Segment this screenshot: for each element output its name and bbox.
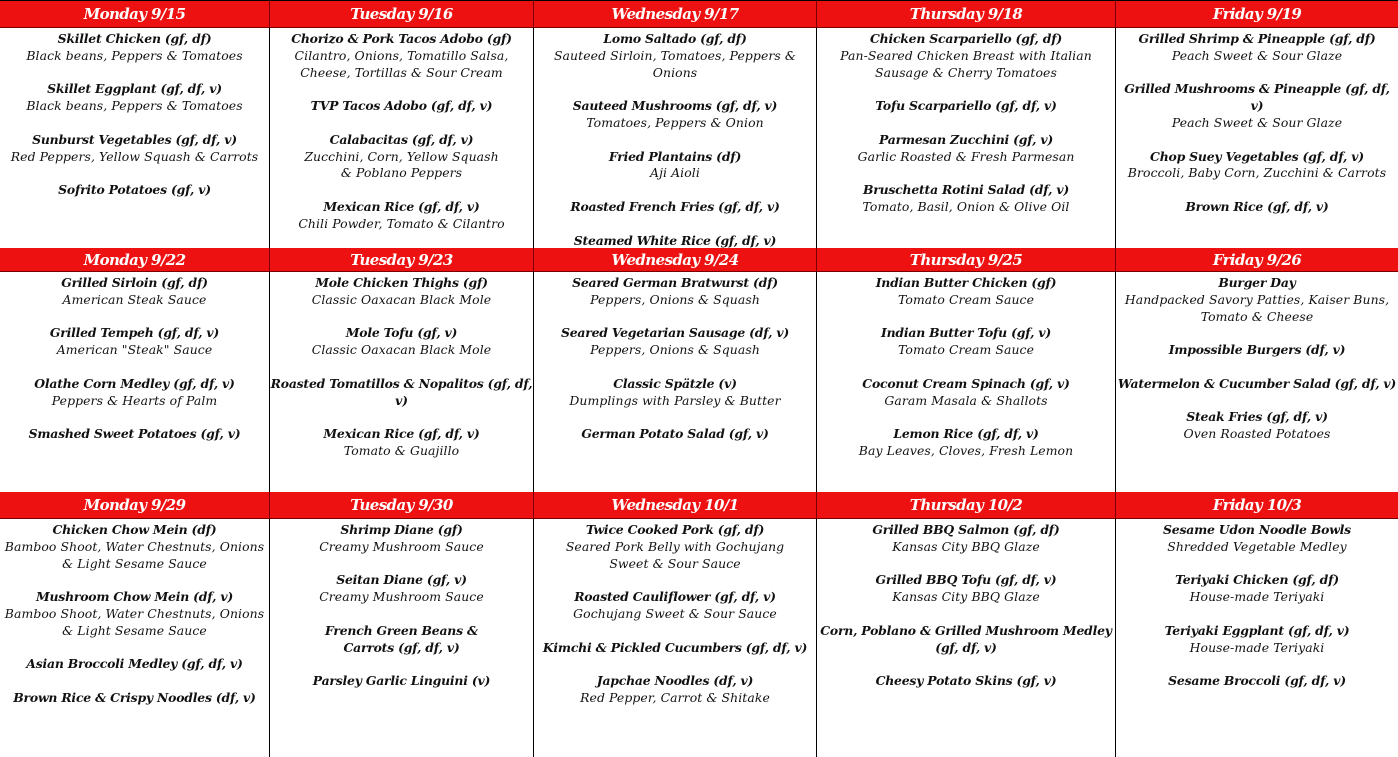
day-header-tuesday-9-23: Tuesday 9/23 [270, 248, 534, 272]
menu-item-name: Indian Butter Tofu (gf, v) [881, 325, 1051, 341]
menu-item-name: Watermelon & Cucumber Salad (gf, df, v) [1117, 375, 1397, 391]
menu-item [0, 81, 269, 115]
day-header-friday-9-26: Friday 9/26 [1116, 248, 1398, 272]
day-menu-cell [534, 519, 817, 757]
menu-item [534, 199, 816, 216]
menu-item-name: Grilled BBQ Tofu (gf, df, v) [875, 572, 1057, 588]
menu-item-name: Grilled Tempeh (gf, df, v) [49, 325, 220, 341]
menu-item [270, 376, 533, 410]
menu-item [270, 132, 533, 182]
menu-item [534, 426, 816, 443]
menu-item-name: Sesame Udon Noodle Bowls [1163, 522, 1351, 537]
menu-item-description: Tomato & Guajillo [343, 442, 460, 458]
menu-item-name: Calabacitas (gf, df, v) [329, 131, 474, 147]
menu-item-description: Broccoli, Baby Corn, Zucchini & Carrots [1127, 165, 1387, 181]
menu-item [1116, 376, 1398, 393]
menu-item [817, 376, 1115, 410]
menu-item [1116, 275, 1398, 325]
menu-item [817, 182, 1115, 216]
day-menu-cell [1116, 519, 1398, 757]
menu-item-name: Grilled Shrimp & Pineapple (gf, df) [1138, 31, 1376, 46]
menu-item-name: Brown Rice (gf, df, v) [1185, 198, 1329, 214]
menu-item-description: Classic Oaxacan Black Mole [311, 342, 492, 358]
menu-item-description: Bamboo Shoot, Water Chestnuts, Onions & Light Sesame Sauce [4, 538, 265, 571]
menu-item [534, 325, 816, 359]
day-header-wednesday-10-1: Wednesday 10/1 [534, 492, 817, 519]
menu-item-name: French Green Beans & Carrots (gf, df, v) [325, 622, 478, 655]
menu-item-name: Smashed Sweet Potatoes (gf, v) [28, 426, 241, 442]
menu-item-name: Steamed White Rice (gf, df, v) [573, 232, 777, 248]
menu-item [0, 31, 269, 65]
menu-item-description: American "Steak" Sauce [56, 342, 213, 358]
menu-item-name: Burger Day [1218, 275, 1296, 290]
menu-item-name: Grilled BBQ Salmon (gf, df) [872, 522, 1060, 537]
menu-item-description: Peppers & Hearts of Palm [51, 392, 218, 408]
menu-item [270, 199, 533, 233]
menu-item [1116, 342, 1398, 359]
menu-item-name: Coconut Cream Spinach (gf, v) [862, 375, 1070, 391]
menu-item [270, 426, 533, 460]
menu-item-name: Lemon Rice (gf, df, v) [893, 426, 1039, 442]
day-header-thursday-9-25: Thursday 9/25 [817, 248, 1116, 272]
menu-item-name: Sauteed Mushrooms (gf, df, v) [572, 98, 778, 114]
menu-item [534, 98, 816, 132]
menu-item-name: Mole Chicken Thighs (gf) [315, 275, 488, 290]
menu-item-name: Parmesan Zucchini (gf, v) [878, 131, 1054, 147]
menu-item [1116, 31, 1398, 65]
menu-item-description: Red Pepper, Carrot & Shitake [580, 689, 770, 705]
menu-item [0, 182, 269, 199]
menu-item [534, 640, 816, 657]
day-header-monday-9-22: Monday 9/22 [0, 248, 270, 272]
menu-item [0, 376, 269, 410]
menu-item-name: Cheesy Potato Skins (gf, v) [875, 673, 1057, 689]
menu-item-description: Oven Roasted Potatoes [1183, 426, 1331, 442]
menu-item-name: Sofrito Potatoes (gf, v) [58, 182, 211, 198]
menu-item-name: Chop Suey Vegetables (gf, df, v) [1150, 148, 1364, 164]
menu-item-name: Skillet Eggplant (gf, df, v) [47, 81, 222, 97]
menu-item-description: Classic Oaxacan Black Mole [311, 291, 492, 307]
menu-item-name: German Potato Salad (gf, v) [581, 426, 769, 442]
menu-item [1116, 149, 1398, 183]
menu-item-name: Brown Rice & Crispy Noodles (df, v) [13, 689, 256, 705]
day-header-friday-9-19: Friday 9/19 [1116, 1, 1398, 28]
day-header-monday-9-15: Monday 9/15 [0, 1, 270, 28]
menu-item-description: Tomato Cream Sauce [897, 342, 1034, 358]
menu-item-description: Pan-Seared Chicken Breast with Italian Sausage & Cherry Tomatoes [840, 47, 1092, 80]
menu-item [0, 275, 269, 309]
menu-item [817, 572, 1115, 606]
menu-item [270, 522, 533, 556]
menu-item-name: Olathe Corn Medley (gf, df, v) [34, 375, 235, 391]
menu-item-description: Chili Powder, Tomato & Cilantro [298, 215, 505, 231]
menu-item-description: Aji Aioli [650, 165, 700, 181]
menu-item [1116, 409, 1398, 443]
menu-item-description: Sauteed Sirloin, Tomatoes, Peppers & Onions [553, 47, 797, 80]
menu-item [534, 376, 816, 410]
menu-item [270, 325, 533, 359]
menu-item [0, 325, 269, 359]
menu-item [270, 572, 533, 606]
menu-item-description: House-made Teriyaki [1189, 589, 1325, 605]
menu-item-description: Handpacked Savory Patties, Kaiser Buns, Tomato & Cheese [1124, 291, 1390, 324]
menu-item [534, 673, 816, 707]
day-menu-cell [0, 272, 270, 492]
menu-item [1116, 572, 1398, 606]
menu-item [817, 325, 1115, 359]
menu-item [1116, 623, 1398, 657]
day-header-wednesday-9-24: Wednesday 9/24 [534, 248, 817, 272]
menu-item-name: Roasted Tomatillos & Nopalitos (gf, df, v) [270, 375, 533, 408]
menu-item [1116, 522, 1398, 556]
menu-item-description: Peppers, Onions & Squash [590, 291, 760, 307]
menu-item-name: Parsley Garlic Linguini (v) [312, 673, 491, 689]
menu-item [817, 426, 1115, 460]
menu-item-description: Peach Sweet & Sour Glaze [1171, 47, 1343, 63]
menu-item-description: Peppers, Onions & Squash [590, 342, 760, 358]
menu-item-description: Garam Masala & Shallots [884, 392, 1048, 408]
menu-item-description: Black beans, Peppers & Tomatoes [26, 47, 243, 63]
menu-item-name: Grilled Sirloin (gf, df) [61, 275, 208, 290]
menu-item-description: Black beans, Peppers & Tomatoes [26, 98, 243, 114]
menu-item [817, 31, 1115, 81]
day-menu-cell [270, 28, 534, 248]
day-menu-cell [0, 519, 270, 757]
menu-item-name: Asian Broccoli Medley (gf, df, v) [26, 656, 243, 672]
menu-item-name: Indian Butter Chicken (gf) [875, 275, 1057, 290]
menu-item-name: Sunburst Vegetables (gf, df, v) [32, 131, 237, 147]
menu-item [534, 275, 816, 309]
menu-item-name: Mexican Rice (gf, df, v) [323, 198, 480, 214]
day-menu-cell [1116, 28, 1398, 248]
menu-item [0, 132, 269, 166]
menu-item [0, 522, 269, 572]
menu-item [270, 275, 533, 309]
day-menu-cell [817, 272, 1116, 492]
menu-item-description: Dumplings with Parsley & Butter [569, 392, 781, 408]
menu-item [534, 589, 816, 623]
day-menu-cell [534, 28, 817, 248]
menu-item-name: Japchae Noodles (df, v) [596, 673, 754, 689]
menu-item [534, 31, 816, 81]
menu-item-name: Steak Fries (gf, df, v) [1186, 409, 1328, 425]
menu-item [817, 522, 1115, 556]
menu-item-name: Impossible Burgers (df, v) [1168, 342, 1346, 358]
menu-item-name: Grilled Mushrooms & Pineapple (gf, df, v) [1124, 81, 1390, 114]
menu-item-description: Seared Pork Belly with Gochujang Sweet & Sour Sauce [565, 538, 785, 571]
menu-item [534, 522, 816, 572]
menu-item-name: Chorizo & Pork Tacos Adobo (gf) [291, 31, 512, 46]
menu-item-name: Chicken Chow Mein (df) [52, 522, 217, 537]
menu-item [817, 98, 1115, 115]
day-header-wednesday-9-17: Wednesday 9/17 [534, 1, 817, 28]
menu-item [1116, 673, 1398, 690]
menu-item [270, 98, 533, 115]
menu-item [534, 233, 816, 248]
menu-item [0, 690, 269, 707]
day-menu-cell [270, 272, 534, 492]
menu-item-name: Mexican Rice (gf, df, v) [323, 426, 480, 442]
menu-item [0, 656, 269, 673]
menu-item-description: American Steak Sauce [62, 291, 207, 307]
menu-item-description: Tomato Cream Sauce [897, 291, 1034, 307]
menu-item-description: Peach Sweet & Sour Glaze [1171, 114, 1343, 130]
day-header-thursday-9-18: Thursday 9/18 [817, 1, 1116, 28]
day-menu-cell [270, 519, 534, 757]
day-menu-cell [0, 28, 270, 248]
menu-item [1116, 81, 1398, 131]
menu-item [270, 623, 533, 657]
menu-item-name: Teriyaki Eggplant (gf, df, v) [1164, 622, 1350, 638]
menu-item-description: Tomatoes, Peppers & Onion [586, 114, 764, 130]
menu-item-description: Red Peppers, Yellow Squash & Carrots [10, 148, 259, 164]
day-header-monday-9-29: Monday 9/29 [0, 492, 270, 519]
menu-item-description: Tomato, Basil, Onion & Olive Oil [862, 198, 1070, 214]
menu-item-name: Roasted French Fries (gf, df, v) [570, 198, 780, 214]
day-menu-cell [534, 272, 817, 492]
menu-item [0, 589, 269, 639]
menu-item-name: Teriyaki Chicken (gf, df) [1175, 572, 1339, 588]
menu-item-name: Fried Plantains (df) [608, 148, 742, 164]
menu-item-description: House-made Teriyaki [1189, 639, 1325, 655]
menu-item-name: Lomo Saltado (gf, df) [603, 31, 747, 46]
menu-item-description: Garlic Roasted & Fresh Parmesan [857, 148, 1075, 164]
menu-item [0, 426, 269, 443]
day-header-tuesday-9-16: Tuesday 9/16 [270, 1, 534, 28]
day-menu-cell [817, 28, 1116, 248]
menu-item-description: Kansas City BBQ Glaze [892, 589, 1040, 605]
menu-item-description: Zucchini, Corn, Yellow Squash & Poblano Peppers [304, 148, 499, 181]
day-header-friday-10-3: Friday 10/3 [1116, 492, 1398, 519]
menu-item [817, 623, 1115, 657]
menu-item-description: Creamy Mushroom Sauce [319, 538, 484, 554]
menu-item [534, 149, 816, 183]
menu-item-name: Seared Vegetarian Sausage (df, v) [560, 325, 790, 341]
menu-item-description: Bay Leaves, Cloves, Fresh Lemon [858, 442, 1074, 458]
menu-item-name: Seitan Diane (gf, v) [336, 572, 467, 588]
menu-item-name: Twice Cooked Pork (gf, df) [585, 522, 765, 537]
menu-item-name: Mole Tofu (gf, v) [345, 325, 458, 341]
menu-item-name: Tofu Scarpariello (gf, df, v) [875, 98, 1057, 114]
day-header-tuesday-9-30: Tuesday 9/30 [270, 492, 534, 519]
menu-item-description: Shredded Vegetable Medley [1167, 538, 1347, 554]
menu-item-name: Sesame Broccoli (gf, df, v) [1168, 673, 1346, 689]
menu-item [817, 132, 1115, 166]
menu-item-name: TVP Tacos Adobo (gf, df, v) [310, 98, 493, 114]
menu-item-description: Creamy Mushroom Sauce [319, 589, 484, 605]
menu-item-name: Seared German Bratwurst (df) [572, 275, 778, 290]
menu-item [270, 31, 533, 81]
menu-item-name: Skillet Chicken (gf, df) [57, 31, 212, 46]
menu-item [817, 673, 1115, 690]
menu-item-name: Chicken Scarpariello (gf, df) [869, 31, 1063, 46]
menu-item-description: Gochujang Sweet & Sour Sauce [573, 605, 777, 621]
menu-item-description: Cilantro, Onions, Tomatillo Salsa, Cheese, Tortillas & Sour Cream [294, 47, 509, 80]
menu-item-description: Bamboo Shoot, Water Chestnuts, Onions & Light Sesame Sauce [4, 605, 265, 638]
menu-item-name: Mushroom Chow Mein (df, v) [35, 589, 233, 605]
day-header-thursday-10-2: Thursday 10/2 [817, 492, 1116, 519]
menu-item [1116, 199, 1398, 216]
day-menu-cell [817, 519, 1116, 757]
menu-item-name: Classic Spätzle (v) [613, 375, 737, 391]
menu-item-name: Bruschetta Rotini Salad (df, v) [863, 182, 1069, 198]
menu-item-name: Shrimp Diane (gf) [340, 522, 463, 537]
menu-item-name: Kimchi & Pickled Cucumbers (gf, df, v) [542, 639, 808, 655]
menu-item-description: Kansas City BBQ Glaze [892, 538, 1040, 554]
day-menu-cell [1116, 272, 1398, 492]
menu-item [817, 275, 1115, 309]
menu-item-name: Corn, Poblano & Grilled Mushroom Medley (gf, df, v) [820, 622, 1112, 655]
menu-item-name: Roasted Cauliflower (gf, df, v) [574, 589, 776, 605]
menu-item [270, 673, 533, 690]
